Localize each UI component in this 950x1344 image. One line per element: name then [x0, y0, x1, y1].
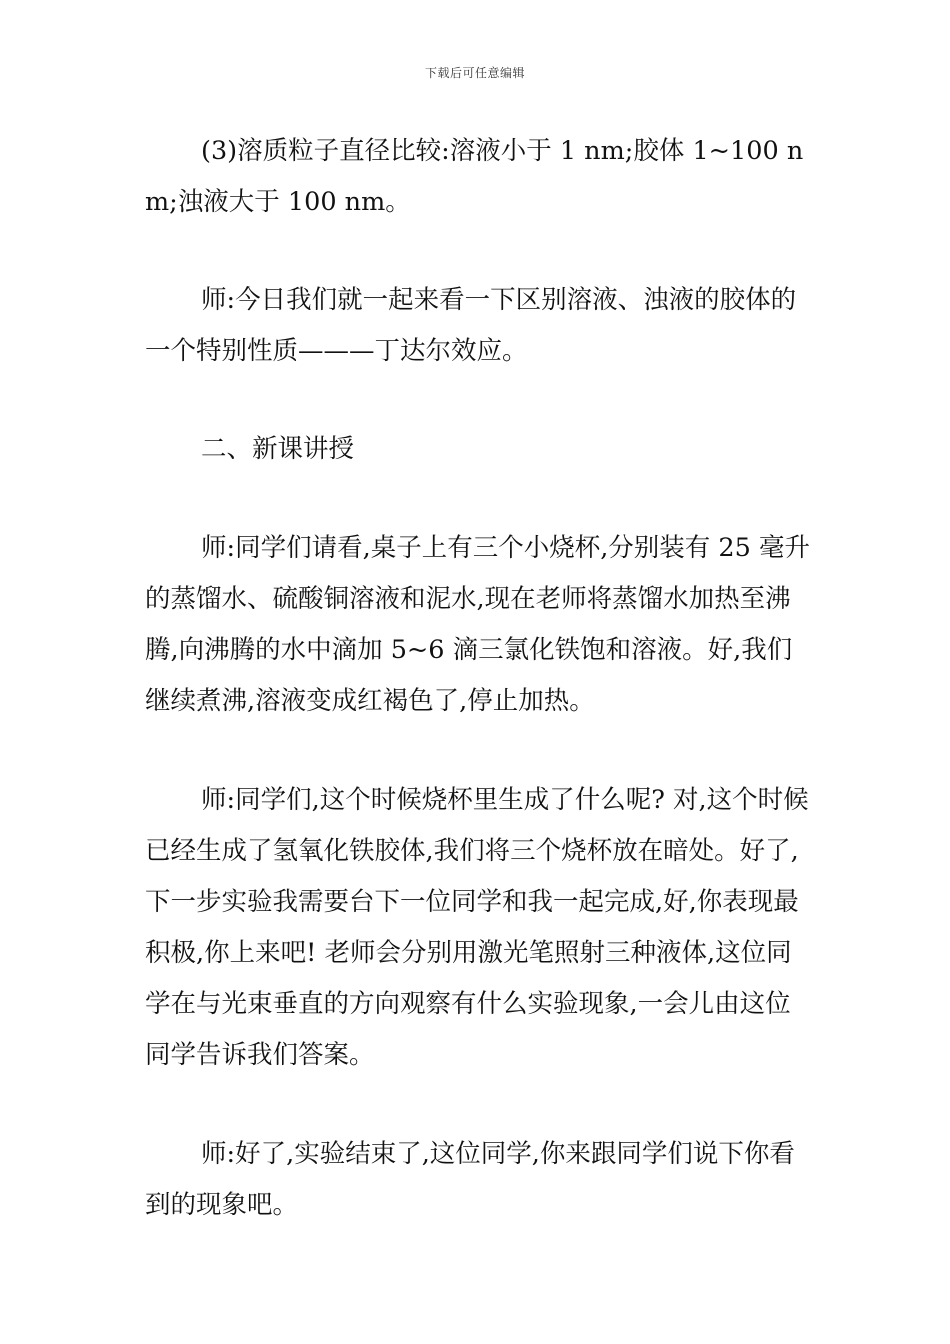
page-header: 下载后可任意编辑 [424, 66, 525, 80]
paragraph-teacher-conclusion: 师:好了,实验结束了,这位同学,你来跟同学们说下你看到的现象吧。 [145, 1139, 795, 1220]
document-body [145, 126, 810, 1231]
paragraph-teacher-intro: 师:今日我们就一起来看一下区别溶液、浊液的胶体的一个特别性质———丁达尔效应。 [145, 285, 797, 366]
paragraph-particle-size: (3)溶质粒子直径比较:溶液小于 1 nm;胶体 1~100 nm;浊液大于 100 nm。 [145, 136, 804, 217]
section-heading-new-lesson: 二、新课讲授 [201, 434, 355, 464]
paragraph-teacher-experiment: 师:同学们,这个时候烧杯里生成了什么呢? 对,这个时候已经生成了氢氧化铁胶体,我们将三个烧杯放在暗处。好了,下一步实验我需要台下一位同学和我一起完成,好,你表现最积极,你上来吧! 老师会分别用激光笔照射三种液体,这位同学在与光束垂直的方向观察有什么实验现象,一会儿由这位同学告诉我们答案。 [145, 785, 809, 1070]
paragraph-teacher-beakers: 师:同学们请看,桌子上有三个小烧杯,分别装有 25 毫升的蒸馏水、硫酸铜溶液和泥水,现在老师将蒸馏水加热至沸腾,向沸腾的水中滴加 5~6 滴三氯化铁饱和溶液。好,我们继续煮沸,溶液变成红褐色了,停止加热。 [145, 533, 810, 716]
